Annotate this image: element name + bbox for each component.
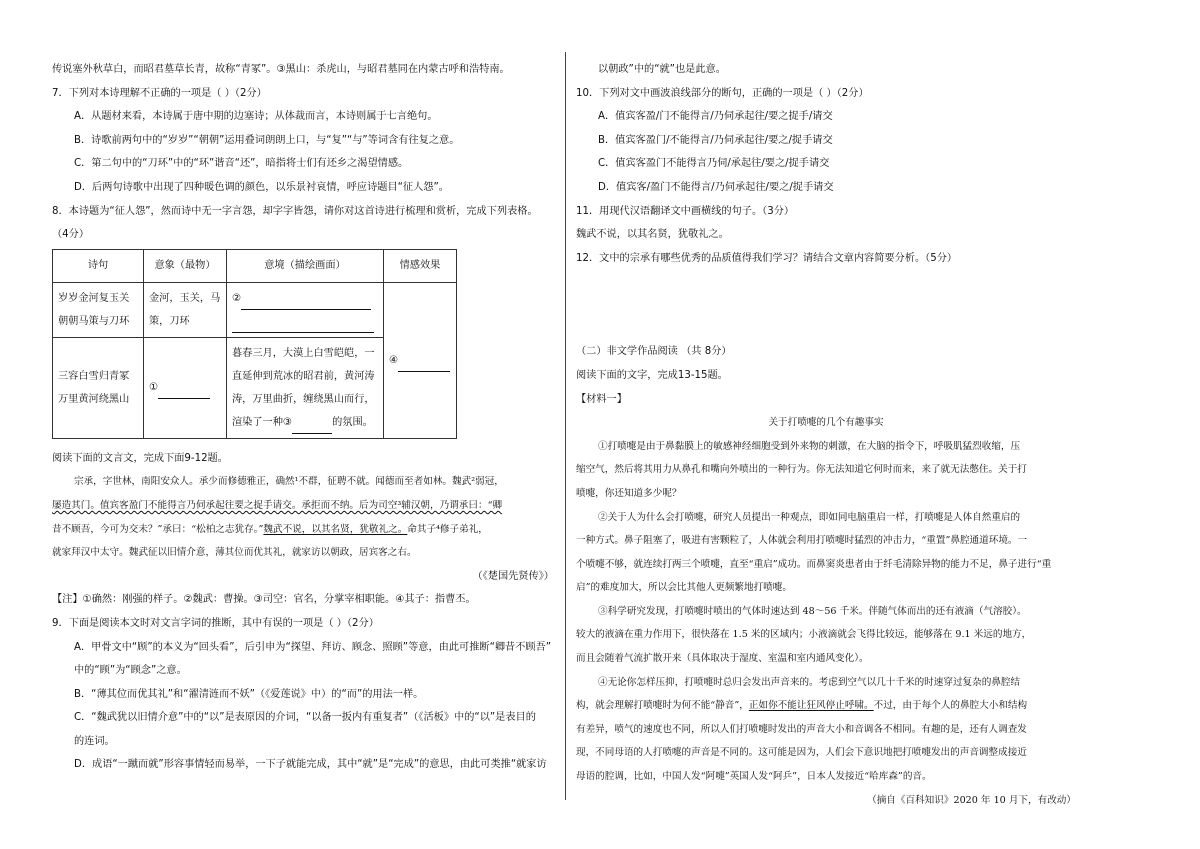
passage-line: 宗承，字世林，南阳安众人。承少而修德雅正，确然¹不群，征聘不就。闻德而至者如林。魏武²弱冠， bbox=[74, 476, 504, 488]
article-line: ③科学研究发现，打喷嚏时喷出的气体时速达到 48～56 千米。伴随气体而出的还有液滴（气溶胶）。 bbox=[598, 605, 1027, 617]
table-cell-scene-blank[interactable] bbox=[227, 282, 384, 337]
question-10-option-a: A．值宾客盈/门不能得言/乃伺承起往/要之捉手/请交 bbox=[598, 111, 833, 123]
article-source: （摘自《百科知识》2020 年 10 月下，有改动） bbox=[867, 794, 1076, 806]
article-text: 不过，由于每个人的鼻腔大小和结构 bbox=[873, 700, 1028, 712]
question-11-stem: 11．用现代汉语翻译文中画横线的句子。（3分） bbox=[576, 205, 795, 217]
table-header-imagery: 意象（最物） bbox=[144, 249, 227, 282]
article-text: 构，就会理解打喷嚏时为何不能“静音”， bbox=[576, 700, 749, 712]
underlined-sentence: 魏武不说，以其名贤，犹敬礼之。 bbox=[263, 523, 408, 535]
underlined-sentence: 正如你不能让狂风停止呼啸。 bbox=[748, 700, 874, 712]
left-column bbox=[52, 58, 554, 777]
question-7-option-b: B．诗歌前两句中的“岁岁”“朝朝”运用叠词朗朗上口，与“复”“与”等词含有往复之意。 bbox=[74, 134, 460, 146]
poem-line: 岁岁金河复玉关 bbox=[58, 292, 130, 304]
answer-blank-3[interactable] bbox=[292, 419, 332, 434]
article-line: 一种方式。鼻子阻塞了，吸进有害颗粒了，人体就会利用打喷嚏时猛烈的冲击力，“重置”鼻腔通道环境。一 bbox=[576, 535, 1028, 547]
question-9-option-b: B．“薄其位而优其礼”和“濯清涟而不妖”（《爱莲说》中）的“而”的用法一样。 bbox=[74, 688, 424, 700]
scene-text: 的氛围。 bbox=[332, 416, 373, 428]
scene-text: 直延伸到荒冰的昭君前，黄河涛 bbox=[232, 370, 375, 382]
question-10-stem: 10．下列对文中画波浪线部分的断句，正确的一项是（ ）（2分） bbox=[576, 87, 869, 99]
article-title: 关于打喷嚏的几个有趣事实 bbox=[768, 417, 884, 429]
question-9-option-c: C．“魏武犹以旧情介意”中的“以”是表原因的介词，“以备一扳内有重复者”（《活板》中的“以”是表目的 bbox=[74, 712, 536, 724]
blank-number: ① bbox=[149, 382, 159, 394]
article-line: 较大的液滴在重力作用下，很快落在 1.5 米的区域内；小液滴就会飞得比较远，能够落在 9.1 米远的地方， bbox=[576, 629, 1032, 641]
passage-text: 命其子⁴修子弟礼， bbox=[407, 523, 488, 535]
question-9-option-a: A．甲骨文中“顾”的本义为“回头看”，后引申为“探望、拜访、顾念、照顾”等意，由此可推断“卿昔不顾吾” bbox=[74, 641, 552, 653]
material-label: 【材料一】 bbox=[576, 393, 627, 405]
article-line: 启”的难度加大，所以会比其他人更频繁地打喷嚏。 bbox=[576, 582, 792, 594]
poem-line: 朝朝马策与刀环 bbox=[58, 315, 130, 327]
question-9-option-d-cont: 以朝政”中的“就”也是此意。 bbox=[598, 64, 726, 75]
table-cell-scene bbox=[227, 337, 384, 438]
table-header-scene: 意境（描绘画面） bbox=[227, 249, 384, 282]
question-7-option-a: A．从题材来看，本诗属于唐中期的边塞诗；从体裁而言，本诗则属于七言绝句。 bbox=[74, 111, 438, 123]
scene-text: 暮春三月，大漠上白雪皑皑，一 bbox=[232, 347, 375, 359]
question-7-stem: 7．下列对本诗理解不正确的一项是（ ）（2分） bbox=[52, 87, 267, 99]
question-9-stem: 9．下面是阅读本文时对文言字词的推断，其中有误的一项是（ ）（2分） bbox=[52, 617, 379, 629]
question-12-stem: 12．文中的宗承有哪些优秀的品质值得我们学习？请结合文章内容简要分析。（5分） bbox=[576, 252, 958, 264]
article-line bbox=[576, 694, 1076, 718]
table-cell-poem-line bbox=[53, 282, 144, 337]
article-line: 个喷嚏不够，就连续打两三个喷嚏，直至“重启”成功。而鼻窦炎患者由于纤毛清除异物的能力不足，鼻子进行“重 bbox=[576, 558, 1052, 570]
table-cell-imagery bbox=[144, 282, 227, 337]
article-line: 母语的腔调，比如，中国人发“阿嚏”英国人发“阿乒”，日本人发接近“哈库森”的音。 bbox=[576, 771, 932, 783]
reading-instructions: 阅读下面的文言文，完成下面9-12题。 bbox=[52, 452, 228, 464]
article-line: 喷嚏，你还知道多少呢？ bbox=[576, 487, 682, 499]
scene-text: 渲染了一种③ bbox=[232, 416, 293, 428]
question-9-option-a-cont: 中的“顾”为“顾念”之意。 bbox=[74, 665, 187, 677]
question-10-option-c: C．值宾客盈门不能得言乃伺/承起往/要之/捉手请交 bbox=[598, 158, 830, 170]
table-header-effect: 情感效果 bbox=[384, 249, 457, 282]
question-11-sentence: 魏武不说，以其名贤，犹敬礼之。 bbox=[576, 229, 729, 241]
table-row bbox=[53, 282, 457, 337]
article-line: 有差异，喷气的速度也不同，所以人们打喷嚏时发出的声音大小和音调各不相同。有趣的是，还有人调查发 bbox=[576, 723, 1027, 735]
answer-blank-4[interactable] bbox=[398, 357, 450, 372]
answer-space[interactable] bbox=[576, 270, 1076, 340]
question-8-score: （4分） bbox=[52, 229, 90, 241]
imagery-text: 金河，玉关，马 bbox=[149, 292, 221, 304]
passage-source: （《楚国先贤传》） bbox=[472, 570, 554, 582]
answer-blank-1[interactable] bbox=[158, 384, 210, 399]
section-heading: （二）非文学作品阅读 （共 8分） bbox=[576, 346, 732, 358]
scene-text: 涛，万里曲折，缠绕黑山而行， bbox=[232, 393, 375, 405]
poem-note-continued: 传说塞外秋草白，而昭君墓草长青，故称“青冢”。③黑山：杀虎山，与昭君墓同在内蒙古呼和浩特南。 bbox=[52, 64, 510, 75]
imagery-text: 策，刀环 bbox=[149, 315, 190, 327]
table-cell-effect-blank[interactable] bbox=[384, 282, 457, 438]
table-cell-poem-line bbox=[53, 337, 144, 438]
question-7-option-c: C．第二句中的“刀环”中的“环”谐音“还”，暗指将士们有还乡之渴望情感。 bbox=[74, 158, 409, 170]
question-10-option-d: D．值宾客/盈门不能得言/乃伺承起往/要之/捉手请交 bbox=[598, 181, 834, 193]
passage-notes: 【注】①确然：刚强的样子。②魏武：曹操。③司空：官名，分掌宰相职能。④其子：指曹丕。 bbox=[52, 594, 476, 606]
table-header-row bbox=[53, 249, 457, 282]
article-line: ①打喷嚏是由于鼻黏膜上的敏感神经细胞受到外来物的刺激，在大脑的指令下，呼吸肌猛烈收缩，压 bbox=[598, 440, 1021, 452]
poem-line: 三容白雪归青冢 bbox=[58, 370, 130, 382]
question-10-option-b: B．值宾客盈门/不能得言/乃伺承起往/要之/捉手请交 bbox=[598, 134, 833, 146]
passage-text: 昔不顾吾，今可为交未？”承曰：“松柏之志犹存。” bbox=[52, 523, 264, 535]
right-column bbox=[576, 58, 1076, 812]
question-8-stem: 8．本诗题为“征人怨”，然而诗中无一字言怨，却字字皆怨，请你对这首诗进行梳理和赏析，完成下列表格。 bbox=[52, 205, 538, 217]
question-9-option-c-cont: 的连词。 bbox=[74, 735, 115, 747]
article-line: ②关于人为什么会打喷嚏，研究人员提出一种观点，即如同电脑重启一样，打喷嚏是人体自然重启的 bbox=[598, 511, 1021, 523]
table-cell-imagery-blank[interactable] bbox=[144, 337, 227, 438]
poem-line: 万里黄河绕黑山 bbox=[58, 393, 130, 405]
poem-analysis-table bbox=[52, 249, 457, 439]
table-header-poem: 诗句 bbox=[53, 249, 144, 282]
question-9-option-d: D．成语“一蹴而就”形容事情轻而易举，一下子就能完成，其中“就”是“完成”的意思，由此可类推“就家访 bbox=[74, 759, 547, 771]
passage-line bbox=[52, 518, 554, 542]
passage-line bbox=[52, 494, 554, 518]
article-line: ④无论你怎样压抑，打喷嚏时总归会发出声音来的。考虑到空气以几十千米的时速穿过复杂的鼻腔结 bbox=[598, 676, 1021, 688]
article-line: 缩空气，然后将其用力从鼻孔和嘴向外喷出的一种行为。你无法知道它何时而来，来了就无法憋住。关于打 bbox=[576, 464, 1027, 476]
answer-blank-2-cont[interactable] bbox=[232, 318, 374, 333]
wavy-underlined-text: 屡造其门。值宾客盈门不能得言乃伺承起往要之捉手请交。承拒而不纳。后为司空³辅汉朝，乃谓承曰：“卿 bbox=[52, 499, 503, 511]
passage-line: 就家拜汉中太守。魏武征以旧情介意，薄其位而优其礼，就家访以朝政，居宾客之右。 bbox=[52, 547, 417, 559]
article-line: 现，不同母语的人打喷嚏的声音是不同的。这可能是因为，人们会下意识地把打喷嚏发出的声音调整成接近 bbox=[576, 747, 1027, 759]
answer-blank-2[interactable] bbox=[241, 295, 371, 310]
article-line: 而且会随着气流扩散开来（具体取决于湿度、室温和室内通风变化）。 bbox=[576, 653, 869, 665]
column-divider bbox=[565, 52, 566, 800]
blank-number: ④ bbox=[389, 354, 399, 366]
question-7-option-d: D．后两句诗歌中出现了四种暖色调的颜色，以乐景衬哀情，呼应诗题目“征人怨”。 bbox=[74, 181, 449, 193]
section-instructions: 阅读下面的文字，完成13-15题。 bbox=[576, 369, 728, 381]
blank-number: ② bbox=[232, 292, 242, 304]
